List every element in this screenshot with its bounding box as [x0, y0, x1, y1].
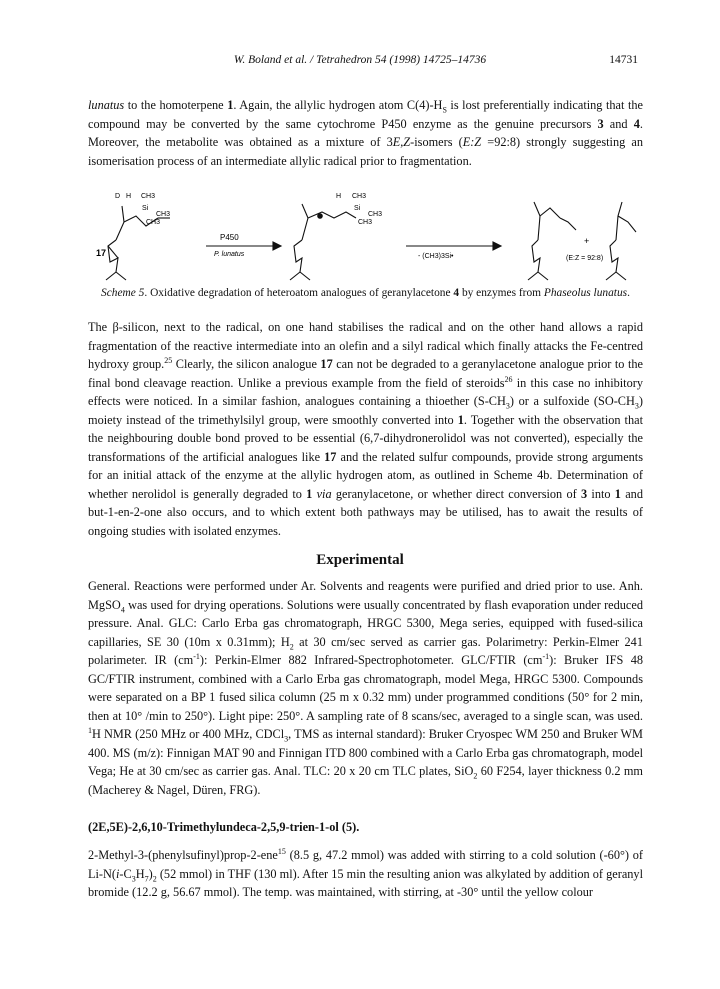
radical-dot	[317, 213, 323, 219]
isomer-ratio: (E:Z = 92:8)	[566, 255, 604, 262]
svg-text:Si: Si	[354, 205, 361, 212]
page-number: 14731	[609, 54, 638, 66]
journal-citation: W. Boland et al. / Tetrahedron 54 (1998) 14725–14736	[233, 54, 487, 66]
svg-text:CH3: CH3	[156, 211, 171, 218]
paragraph-beta-silicon: The β-silicon, next to the radical, on one hand stabilises the radical and on the other hand allows a rapid fragmentation of the reactive intermediate into an olefin and a silyl radical which finally attacks the Fe-centred hydroxy group.$^{25}$ Clearly, the silicon analogue 17 can not be degraded to a geranylacetone analogue prior to the final bond cleavage reaction. Unlike a previous example from the field of steroids$^{26}$ in this case no inhibitory effects were noticed. In a similar fashion, analogues containing a thioether $(S-CH_3)$ or a sulfoxide $(SO-CH_3)$ moiety instead of the trimethylsilyl group, were smoothly converted into 1. Together with the observation that the neighbouring double bond proved to be essential (6,7-dihydronerolidol was not converted), especially the transformations of the artificial analogues like 17 and the related sulfur compounds, provide strong arguments for an initial attack of the enzyme at the allylic hydrogen atom, as outlined in Scheme 4b. Determination of whether nerolidol is generally degraded to 1 via geranylacetone, or whether direct conversion of 3 into 1 and but-1-en-2-one also occurs, and to which extent both pathways may be utilised, has to await the results of ongoing studies with isolated enzymes.	[88, 320, 644, 538]
product-z-structure	[616, 202, 622, 240]
svg-text:Si: Si	[142, 205, 149, 212]
svg-text:H: H	[126, 193, 132, 200]
arrow-label-p450: P450	[220, 233, 239, 242]
plus-sign: +	[584, 236, 590, 246]
paragraph-general: General. Reactions were performed under Ar. Solvents and reagents were purified and dried prior to use. Anh. MgSO$_4$ was used for drying operations. Solutions were usually concentrated by flash evaporation under reduced pressure. Anal. GLC: Carlo Erba gas chromatograph, HRGC 5300, Mega series, equipped with fused-silica capillaries, SE 30 (10m x 0.31mm); $H_2$ at 30 cm/sec served as carrier gas. Polarimetry: Perkin-Elmer 241 polarimeter. IR $(cm^{-1})$: Perkin-Elmer 882 Infrared-Spectrophotometer. GLC/FTIR $(cm^{-1})$: Bruker IFS 48 GC/FTIR instrument, combined with a Carlo Erba gas chromatograph, model Mega, HRGC 5300. Compounds were separated on a BP 1 fused silica column (25 m x 0.32 mm) under programmed conditions (50° for 2 min, then at 10° /min to 250°). Light pipe: 250°. A sampling rate of 8 scans/sec, averaged to a single scan, was used. $^1$H NMR (250 MHz or 400 MHz, CDCl$_3$, TMS as internal standard): Bruker Cryospec WM 250 and Bruker WM 400. MS (m/z): Finnigan MAT 90 and Finnigan ITD 800 combined with a Carlo Erba gas chromatograph, model Vega; He at 30 cm/sec as carrier gas. Anal. TLC: 20 x 20 cm TLC plates, SiO$_2$ 60 F254, layer thickness 0.2 mm (Macherey & Nagel, Düren, FRG).	[88, 579, 643, 797]
compound-heading: (2E,5E)-2,6,10-Trimethylundeca-2,5,9-trien-1-ol (5).	[88, 820, 360, 834]
arrow-label-organism: P. lunatus	[214, 251, 245, 258]
scheme-5-diagram	[88, 188, 648, 288]
svg-text:CH3: CH3	[368, 211, 383, 218]
radical-intermediate-structure	[302, 212, 356, 240]
svg-text:CH3: CH3	[141, 193, 156, 200]
svg-text:CH3: CH3	[352, 193, 367, 200]
section-title-experimental: Experimental	[316, 552, 404, 568]
svg-text:H: H	[336, 193, 342, 200]
svg-text:D: D	[115, 193, 121, 200]
svg-text:CH3: CH3	[146, 219, 161, 226]
compound-17-label: 17	[96, 248, 107, 258]
svg-text:CH3: CH3	[358, 219, 373, 226]
paragraph-lunatus: lunatus to the homoterpene 1. Again, the allylic hydrogen atom $C(4)-H_S$ is lost preferentially indicating that the compound may be converted by the same cytochrome P450 enzyme as the genuine precursors 3 and 4. Moreover, the metabolite was obtained as a mixture of 3E,Z-isomers (E:Z =92:8) strongly suggesting an isomerisation process of an intermediate allylic radical prior to fragmentation.	[88, 98, 643, 168]
product-e-structure	[538, 208, 560, 240]
paragraph-synthesis: 2-Methyl-3-(phenylsufinyl)prop-2-ene$^{15}$ (8.5 g, 47.2 mmol) was added with stirring to a cold solution (-60°) of $Li-N(i-C_3H_7)_2$ (52 mmol) in THF (130 ml). After 15 min the resulting anion was alkylated by addition of geranyl bromide (12.2 g, 56.67 mmol). The temp. was maintained, with stirring, at -30° until the yellow colour	[88, 846, 643, 899]
scheme-caption: Scheme 5. Oxidative degradation of heteroatom analogues of geranylacetone 4 by enzymes from Phaseolus lunatus.	[101, 287, 630, 299]
arrow-label-silyl-radical: - (CH3)3Si•	[418, 253, 454, 260]
